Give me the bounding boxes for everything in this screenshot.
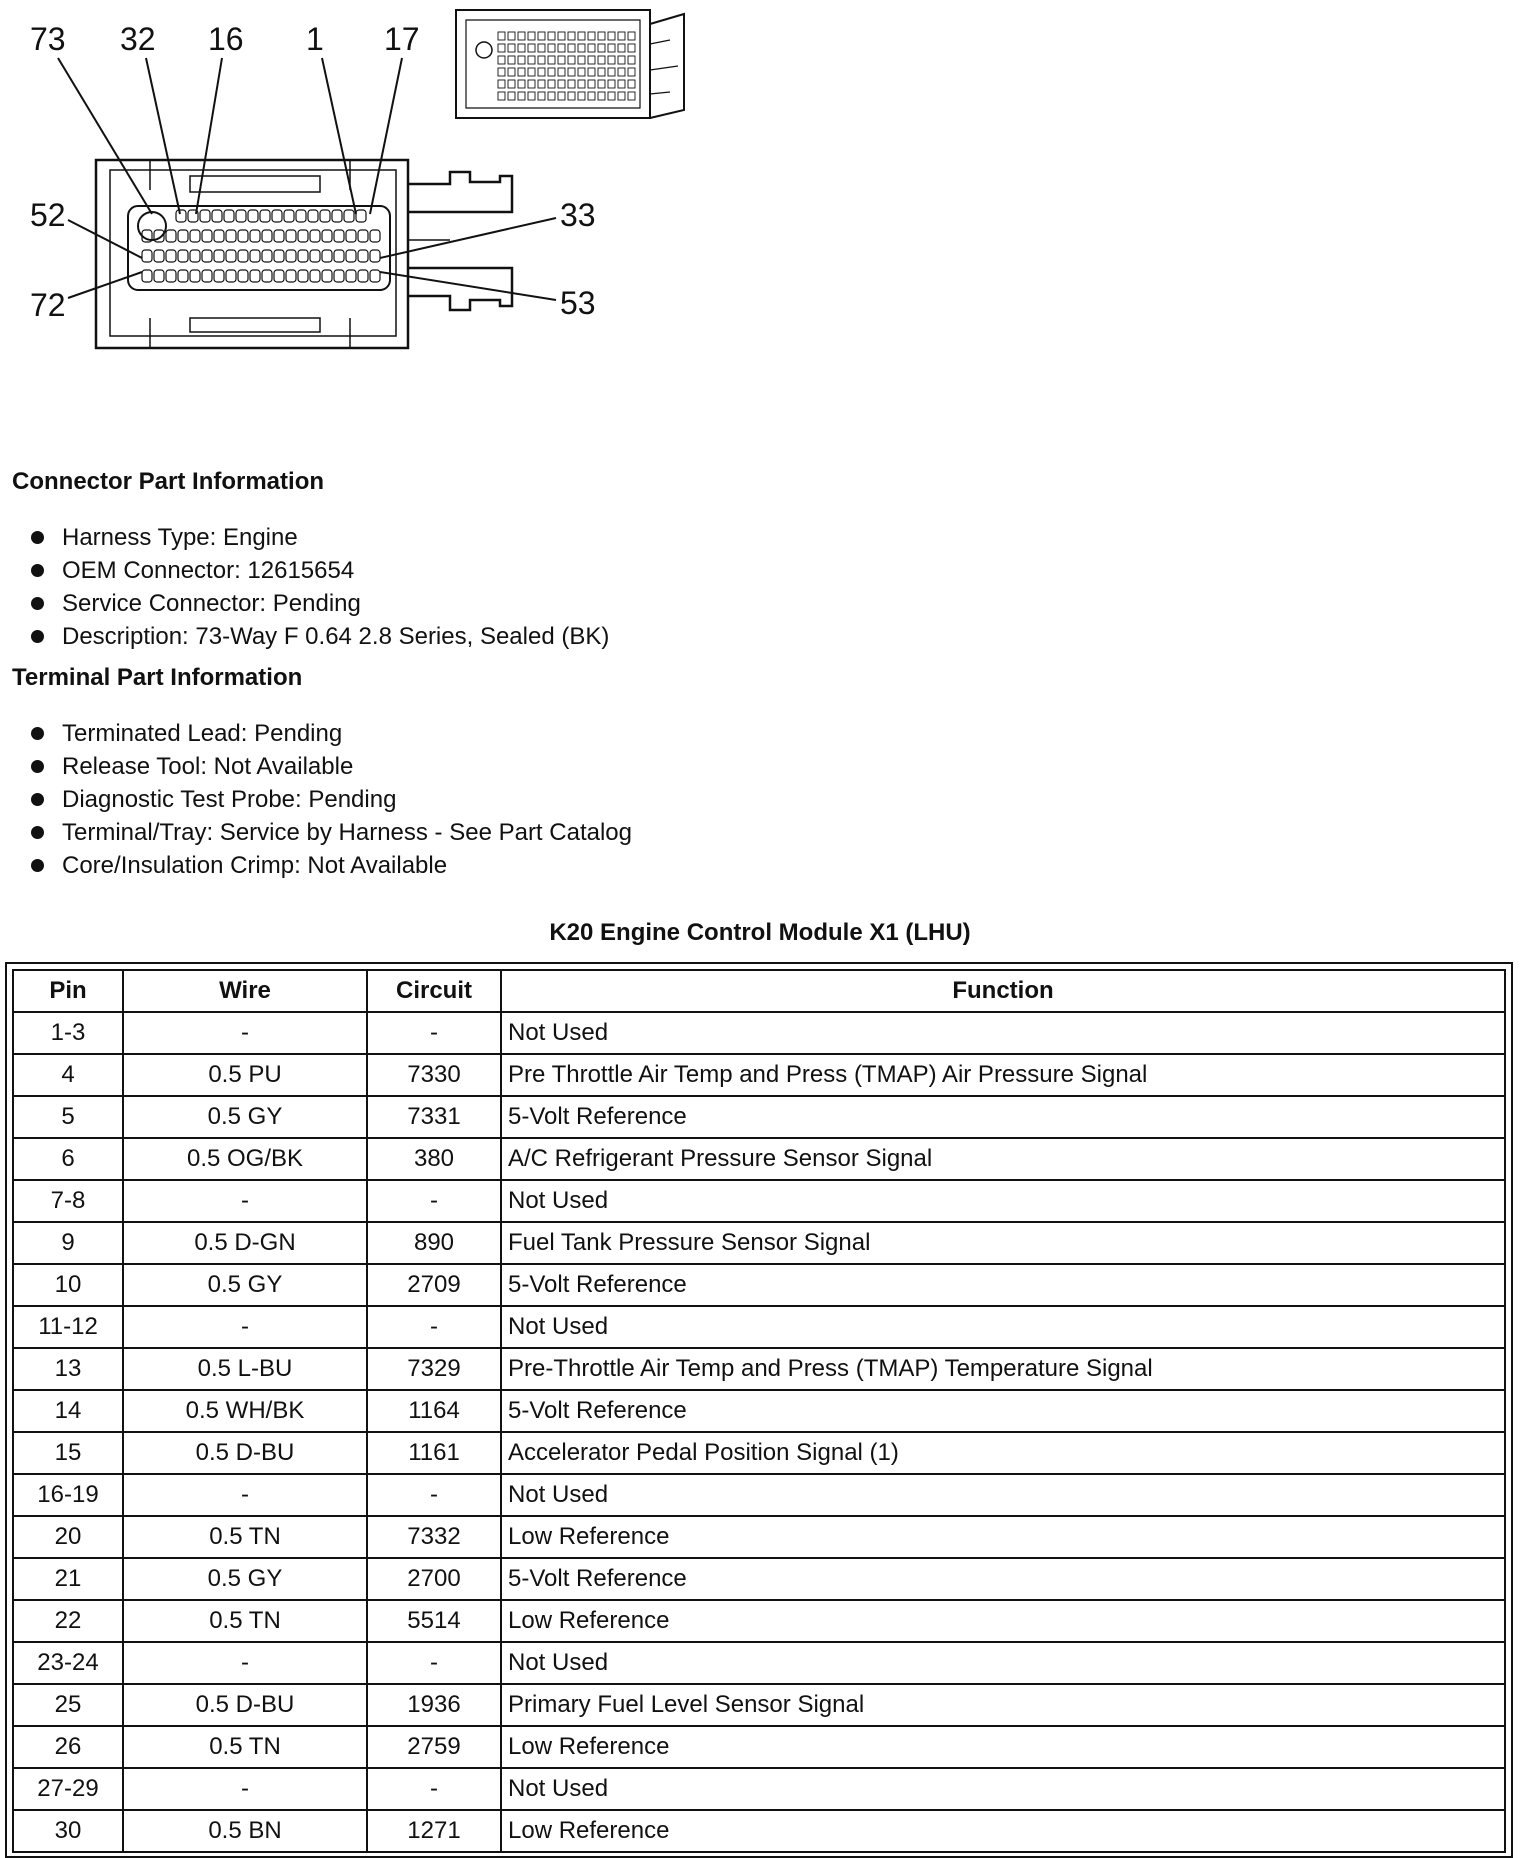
circuit-cell: - <box>367 1642 501 1684</box>
circuit-cell: 2759 <box>367 1726 501 1768</box>
table-row <box>13 1684 1505 1726</box>
table-row <box>13 1768 1505 1810</box>
pin-cell: 10 <box>13 1264 123 1306</box>
circuit-cell: 890 <box>367 1222 501 1264</box>
pin-label-16: 16 <box>208 21 244 57</box>
bullet-icon <box>31 564 44 577</box>
function-cell: Low Reference <box>501 1516 1505 1558</box>
table-row <box>13 1054 1505 1096</box>
wire-cell: - <box>123 1012 367 1054</box>
function-cell: Not Used <box>501 1474 1505 1516</box>
terminal-cavities <box>142 210 380 282</box>
circuit-cell: 7332 <box>367 1516 501 1558</box>
list-item: Diagnostic Test Probe: Pending <box>0 783 632 816</box>
pin-cell: 13 <box>13 1348 123 1390</box>
function-cell: Low Reference <box>501 1810 1505 1852</box>
bullet-icon <box>31 793 44 806</box>
function-cell: Low Reference <box>501 1600 1505 1642</box>
connector-thumbnail <box>456 10 684 118</box>
function-cell: 5-Volt Reference <box>501 1264 1505 1306</box>
circuit-cell: 7330 <box>367 1054 501 1096</box>
table-row <box>13 1348 1505 1390</box>
table-caption: K20 Engine Control Module X1 (LHU) <box>549 919 971 946</box>
column-header-circuit: Circuit <box>367 970 501 1012</box>
circuit-cell: 1164 <box>367 1390 501 1432</box>
table-row <box>13 1810 1505 1852</box>
table-body <box>13 1012 1505 1852</box>
pin-cell: 4 <box>13 1054 123 1096</box>
function-cell: Accelerator Pedal Position Signal (1) <box>501 1432 1505 1474</box>
pin-cell: 20 <box>13 1516 123 1558</box>
function-cell: Not Used <box>501 1642 1505 1684</box>
circuit-cell: 1936 <box>367 1684 501 1726</box>
pin-cell: 5 <box>13 1096 123 1138</box>
pin-cell: 16-19 <box>13 1474 123 1516</box>
list-item: Terminal/Tray: Service by Harness - See Part Catalog <box>0 816 632 849</box>
wire-cell: 0.5 BN <box>123 1810 367 1852</box>
pin-cell: 27-29 <box>13 1768 123 1810</box>
table-row <box>13 1180 1505 1222</box>
table-row <box>13 1222 1505 1264</box>
circuit-cell: - <box>367 1180 501 1222</box>
wire-cell: 0.5 TN <box>123 1516 367 1558</box>
circuit-cell: 2700 <box>367 1558 501 1600</box>
circuit-cell: 7331 <box>367 1096 501 1138</box>
pin-cell: 7-8 <box>13 1180 123 1222</box>
bullet-icon <box>31 760 44 773</box>
bullet-icon <box>31 826 44 839</box>
connector-diagram <box>0 0 820 360</box>
table-row <box>13 1642 1505 1684</box>
circuit-cell: - <box>367 1768 501 1810</box>
terminal-info-list <box>0 717 632 882</box>
pin-cell: 14 <box>13 1390 123 1432</box>
pin-cell: 1-3 <box>13 1012 123 1054</box>
function-cell: 5-Volt Reference <box>501 1390 1505 1432</box>
table-row <box>13 1600 1505 1642</box>
table-row <box>13 1726 1505 1768</box>
table-row <box>13 1558 1505 1600</box>
wire-cell: 0.5 PU <box>123 1054 367 1096</box>
pin-cell: 21 <box>13 1558 123 1600</box>
wire-cell: 0.5 TN <box>123 1726 367 1768</box>
wire-cell: 0.5 WH/BK <box>123 1390 367 1432</box>
bullet-icon <box>31 859 44 872</box>
pin-label-33: 33 <box>560 197 596 233</box>
pin-cell: 22 <box>13 1600 123 1642</box>
wire-cell: - <box>123 1306 367 1348</box>
function-cell: Not Used <box>501 1768 1505 1810</box>
wire-cell: 0.5 GY <box>123 1264 367 1306</box>
function-cell: Not Used <box>501 1012 1505 1054</box>
pin-label-52: 52 <box>30 197 66 233</box>
table-row <box>13 1138 1505 1180</box>
bullet-icon <box>31 727 44 740</box>
pin-cell: 6 <box>13 1138 123 1180</box>
wire-cell: - <box>123 1642 367 1684</box>
column-header-pin: Pin <box>13 970 123 1012</box>
list-item: Harness Type: Engine <box>0 521 609 554</box>
pin-label-1: 1 <box>306 21 324 57</box>
function-cell: Not Used <box>501 1180 1505 1222</box>
wire-cell: 0.5 GY <box>123 1096 367 1138</box>
pin-cell: 15 <box>13 1432 123 1474</box>
function-cell: Fuel Tank Pressure Sensor Signal <box>501 1222 1505 1264</box>
pin-cell: 11-12 <box>13 1306 123 1348</box>
list-item: Service Connector: Pending <box>0 587 609 620</box>
wire-cell: - <box>123 1474 367 1516</box>
column-header-wire: Wire <box>123 970 367 1012</box>
table-row <box>13 1096 1505 1138</box>
table-row <box>13 1390 1505 1432</box>
pin-cell: 25 <box>13 1684 123 1726</box>
list-item: Core/Insulation Crimp: Not Available <box>0 849 632 882</box>
wire-cell: 0.5 D-BU <box>123 1684 367 1726</box>
table-row <box>13 1432 1505 1474</box>
wire-cell: 0.5 TN <box>123 1600 367 1642</box>
circuit-cell: 1161 <box>367 1432 501 1474</box>
function-cell: Primary Fuel Level Sensor Signal <box>501 1684 1505 1726</box>
wire-cell: - <box>123 1180 367 1222</box>
function-cell: Low Reference <box>501 1726 1505 1768</box>
function-cell: 5-Volt Reference <box>501 1558 1505 1600</box>
pin-label-72: 72 <box>30 287 66 323</box>
circuit-cell: - <box>367 1306 501 1348</box>
wire-cell: 0.5 L-BU <box>123 1348 367 1390</box>
function-cell: 5-Volt Reference <box>501 1096 1505 1138</box>
column-header-function: Function <box>501 970 1505 1012</box>
pin-label-53: 53 <box>560 285 596 321</box>
pin-label-32: 32 <box>120 21 156 57</box>
leader-lines <box>58 58 556 300</box>
list-item: Description: 73-Way F 0.64 2.8 Series, Sealed (BK) <box>0 620 609 653</box>
function-cell: Pre-Throttle Air Temp and Press (TMAP) Temperature Signal <box>501 1348 1505 1390</box>
wire-cell: 0.5 GY <box>123 1558 367 1600</box>
terminal-info-title: Terminal Part Information <box>12 664 303 691</box>
table-row <box>13 1264 1505 1306</box>
pin-cell: 23-24 <box>13 1642 123 1684</box>
function-cell: Pre Throttle Air Temp and Press (TMAP) Air Pressure Signal <box>501 1054 1505 1096</box>
circuit-cell: 380 <box>367 1138 501 1180</box>
list-item: OEM Connector: 12615654 <box>0 554 609 587</box>
pinout-table-frame <box>5 962 1513 1858</box>
circuit-cell: - <box>367 1012 501 1054</box>
pinout-table <box>12 969 1506 1853</box>
function-cell: Not Used <box>501 1306 1505 1348</box>
connector-info-list <box>0 521 609 653</box>
pin-label-73: 73 <box>30 21 66 57</box>
circuit-cell: 5514 <box>367 1600 501 1642</box>
connector-face <box>96 160 512 348</box>
circuit-cell: 7329 <box>367 1348 501 1390</box>
table-row <box>13 1012 1505 1054</box>
pin-cell: 9 <box>13 1222 123 1264</box>
circuit-cell: - <box>367 1474 501 1516</box>
table-row <box>13 1516 1505 1558</box>
wire-cell: 0.5 D-BU <box>123 1432 367 1474</box>
pin-cell: 26 <box>13 1726 123 1768</box>
table-row <box>13 1306 1505 1348</box>
circuit-cell: 2709 <box>367 1264 501 1306</box>
pin-cell: 30 <box>13 1810 123 1852</box>
wire-cell: 0.5 D-GN <box>123 1222 367 1264</box>
connector-info-title: Connector Part Information <box>12 468 325 495</box>
wire-cell: - <box>123 1768 367 1810</box>
wire-cell: 0.5 OG/BK <box>123 1138 367 1180</box>
pin-label-17: 17 <box>384 21 420 57</box>
circuit-cell: 1271 <box>367 1810 501 1852</box>
table-row <box>13 1474 1505 1516</box>
list-item: Release Tool: Not Available <box>0 750 632 783</box>
list-item: Terminated Lead: Pending <box>0 717 632 750</box>
bullet-icon <box>31 630 44 643</box>
bullet-icon <box>31 531 44 544</box>
function-cell: A/C Refrigerant Pressure Sensor Signal <box>501 1138 1505 1180</box>
table-header-row <box>13 970 1505 1012</box>
bullet-icon <box>31 597 44 610</box>
